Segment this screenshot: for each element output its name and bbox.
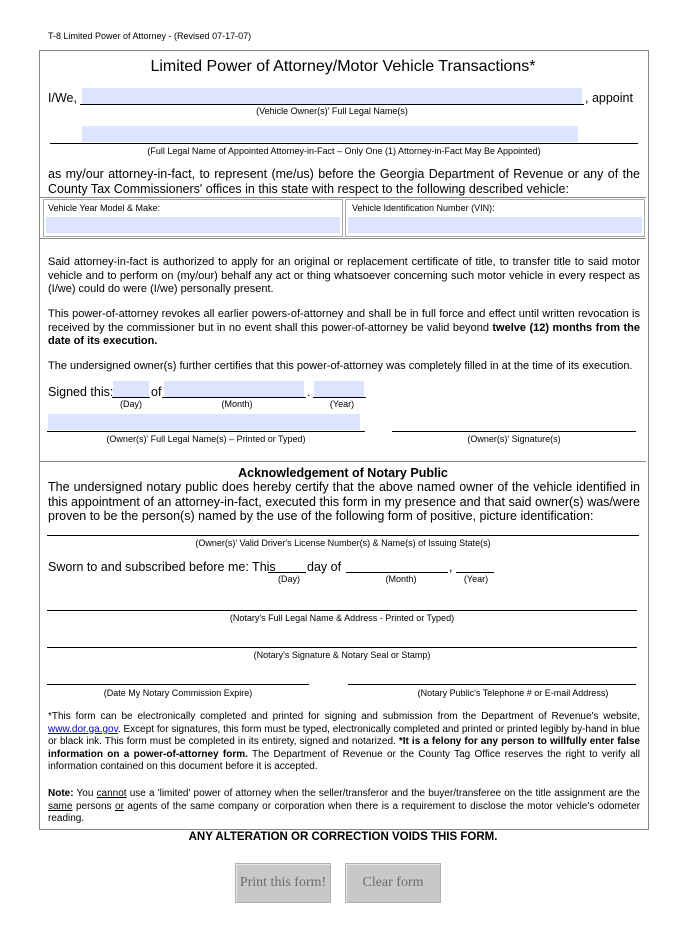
footnote (48, 711, 640, 774)
signed-year-line (313, 397, 366, 398)
sworn-year-line (456, 572, 494, 573)
signed-of: of (151, 385, 162, 399)
signed-day-caption: (Day) (120, 399, 142, 409)
owner-suffix: , appoint (585, 91, 633, 105)
signed-prefix: Signed this: (48, 385, 114, 399)
section-divider (40, 197, 646, 198)
signed-month-field[interactable] (164, 381, 304, 397)
license-line (47, 535, 639, 536)
attorney-name-line (50, 143, 638, 144)
vehicle-year-field[interactable] (46, 217, 340, 233)
signed-dot: . (307, 385, 311, 399)
signed-year-field[interactable] (314, 381, 364, 397)
revocation-paragraph (48, 308, 640, 349)
owner-name-field[interactable] (82, 88, 582, 104)
page-title: Limited Power of Attorney/Motor Vehicle Transactions* (150, 58, 536, 75)
note-text-c: persons (72, 800, 116, 812)
signed-year-caption: (Year) (329, 399, 355, 409)
note-cannot: cannot (96, 788, 127, 799)
footnote-text-b: . Except for signatures, this form must be typed, electronically completed and printed or printed legibly by-hand in blue or black ink. This form must be completed in its entirety, signed and notarized. (48, 723, 640, 747)
footnote-text-a: *This form can be electronically completed and printed for signing and submission from the Department of Revenue's website, (48, 711, 640, 722)
sworn-prefix: Sworn to and subscribed before me: This (48, 560, 276, 574)
felony-warning: *It is a felony for any person to willfully enter false information on a power-of-attorney form. (48, 736, 640, 760)
footnote-text-c: The Department of Revenue or the County Tag Office reserves the right to verify all information contained on this document before it is accepted. (48, 748, 640, 772)
owner-printed-name-line (47, 431, 365, 432)
note-text-b: use a 'limited' power of attorney when the seller/transferor and the buyer/transferee on the title assignment are the (126, 788, 640, 799)
owner-name-caption: (Vehicle Owner(s)' Full Legal Name(s) (256, 106, 408, 116)
authority-paragraph: Said attorney-in-fact is authorized to apply for an original or replacement certificate of title, to transfer title to said motor vehicle and to perform on (my/our) behalf any act or thing whatsoever concerning such motor vehicle in every respect as (I/we) could do were (I/we) personally present. (48, 256, 640, 295)
note (48, 788, 640, 826)
signed-day-line (112, 397, 150, 398)
attorney-name-caption: (Full Legal Name of Appointed Attorney-in-Fact – Only One (1) Attorney-in-Fact May Be Appointed) (147, 146, 541, 156)
owner-prefix: I/We, (48, 91, 77, 105)
revocation-limit: twelve (12) months from the date of its execution. (48, 321, 641, 347)
owner-printed-caption: (Owner(s)' Full Legal Name(s) – Printed or Typed) (106, 434, 306, 444)
owner-printed-name-field[interactable] (48, 414, 360, 430)
commission-expire-caption: (Date My Notary Commission Expire) (103, 688, 253, 698)
commission-expire-line (47, 684, 309, 685)
note-label: Note: (48, 788, 74, 799)
owner-name-line (80, 104, 584, 105)
sworn-comma: , (449, 560, 453, 574)
signed-month-line (162, 397, 306, 398)
sworn-day-caption: (Day) (278, 574, 300, 584)
alteration-warning: ANY ALTERATION OR CORRECTION VOIDS THIS FORM. (188, 831, 498, 843)
license-caption: (Owner(s)' Valid Driver's License Number(s) & Name(s) of Issuing State(s) (195, 538, 491, 548)
form-id: T-8 Limited Power of Attorney - (Revised 07-17-07) (48, 31, 252, 41)
notary-signature-caption: (Notary's Signature & Notary Seal or Stamp) (253, 650, 431, 660)
intro-text: as my/our attorney-in-fact, to represent (me/us) before the Georgia Department of Revenue or any of the County Tax Commissioners' offices in this state with respect to the following described vehicle: (48, 167, 640, 196)
note-text-a: You (73, 788, 97, 799)
signed-day-field[interactable] (113, 381, 149, 397)
revocation-text: This power-of-attorney revokes all earlier powers-of-attorney and shall be in full force and effect until written revocation is received by the commissioner but in no event shall this power-of-attorney be valid beyond (48, 308, 640, 334)
note-same: same (48, 800, 73, 812)
attorney-name-field[interactable] (82, 126, 578, 142)
note-text-d: agents of the same company or corporation when there is a requirement to disclose the motor vehicle's odometer reading. (48, 800, 640, 824)
print-form-button[interactable]: Print this form! (235, 863, 331, 903)
sworn-day-line (268, 572, 306, 573)
notary-name-caption: (Notary's Full Legal Name & Address - Printed or Typed) (229, 613, 455, 623)
sworn-year-caption: (Year) (463, 574, 489, 584)
dor-website-link[interactable]: www.dor.ga.gov (48, 723, 118, 735)
notary-heading: Acknowledgement of Notary Public (238, 466, 448, 480)
sworn-month-line (346, 572, 448, 573)
notary-name-line (47, 610, 637, 611)
vehicle-vin-field[interactable] (348, 217, 642, 233)
clear-form-button[interactable]: Clear form (345, 863, 441, 903)
notary-phone-line (348, 684, 636, 685)
vehicle-year-label: Vehicle Year Model & Make: (48, 203, 161, 213)
owner-signature-caption: (Owner(s)' Signature(s) (467, 434, 561, 444)
signed-month-caption: (Month) (221, 399, 253, 409)
note-or: or (115, 800, 124, 812)
section-divider (40, 238, 646, 239)
owner-signature-line (392, 431, 636, 432)
notary-phone-caption: (Notary Public's Telephone # or E-mail Address) (417, 688, 609, 698)
notary-text: The undersigned notary public does hereby certify that the above named owner of the vehicle identified in this appointment of an attorney-in-fact, executed this form in my presence and that said owner(s) was/were proven to be the person(s) named by the use of the following form of positive, picture identification: (48, 480, 640, 523)
section-divider (40, 461, 646, 462)
certify-paragraph: The undersigned owner(s) further certifies that this power-of-attorney was completely filled in at the time of its execution. (48, 360, 633, 372)
vehicle-vin-label: Vehicle Identification Number (VIN): (352, 203, 495, 213)
sworn-day-of: day of (307, 560, 342, 574)
sworn-month-caption: (Month) (385, 574, 417, 584)
notary-signature-line (47, 647, 637, 648)
